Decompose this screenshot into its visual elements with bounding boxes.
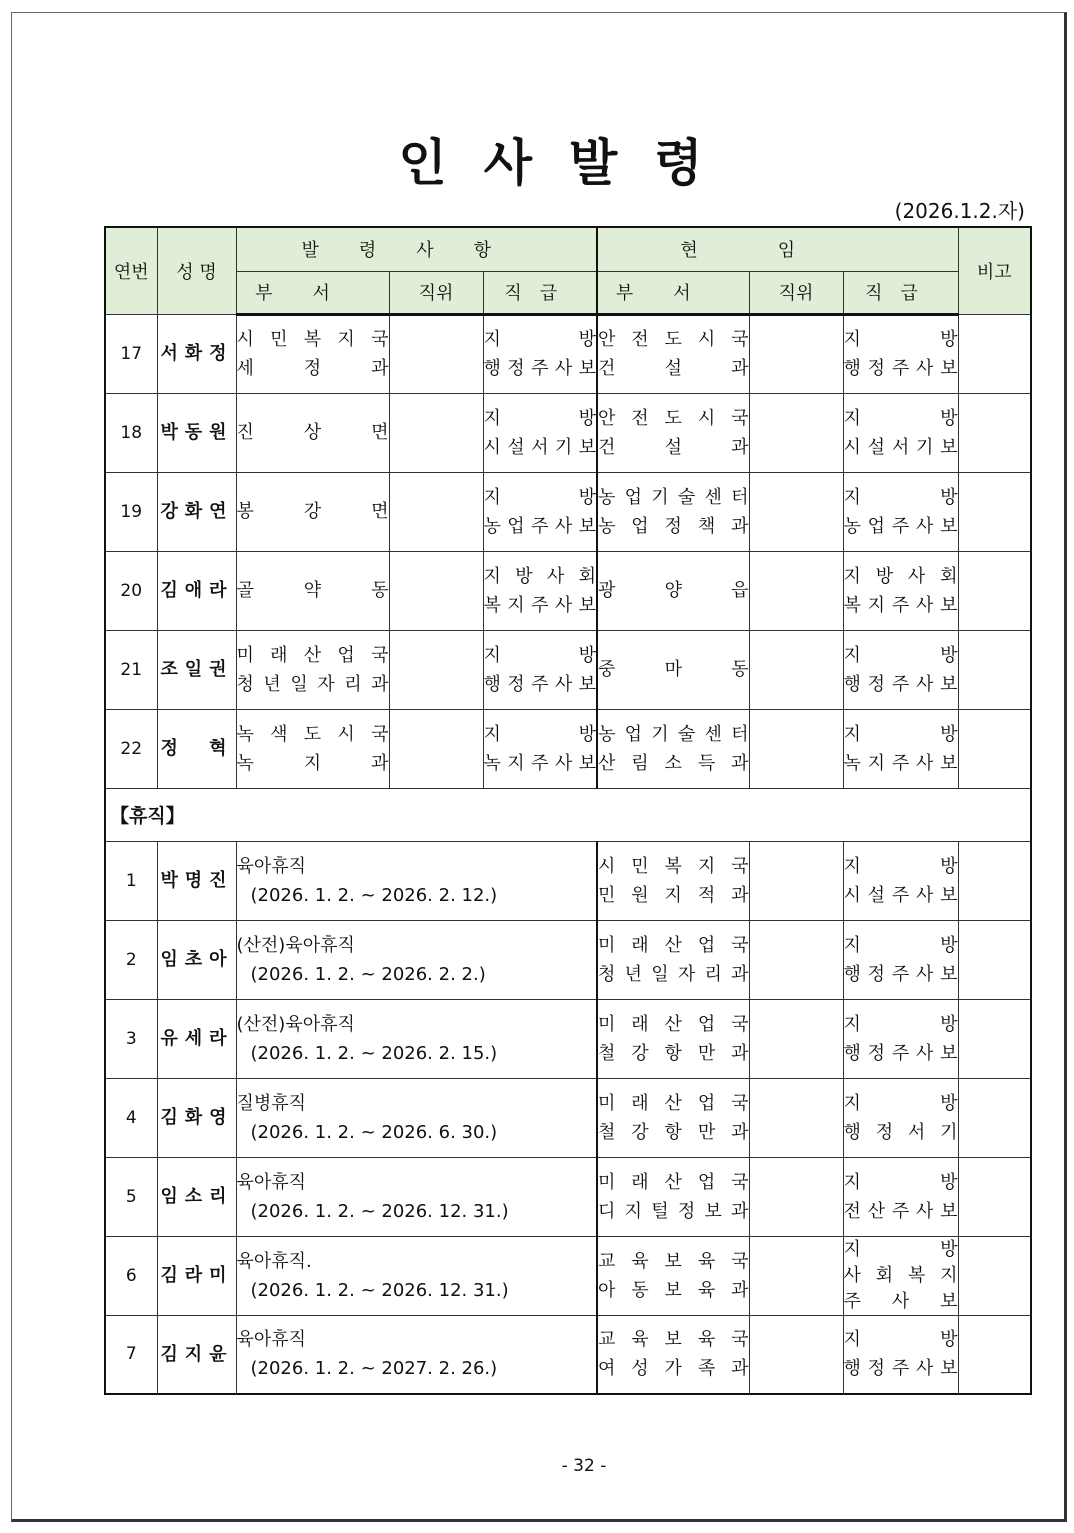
cell-line: 지 방 사 회 — [843, 565, 958, 587]
new-dept-cell — [236, 709, 389, 788]
cell-line: 시 설 주 사 보 — [843, 884, 958, 906]
cell-line: 시 설 서 기 보 — [843, 436, 958, 458]
cell-line: 사 회 복 지 — [843, 1264, 958, 1286]
remarks-cell — [958, 841, 1031, 920]
cell-line: 행 정 주 사 보 — [843, 963, 958, 985]
header-new-grade: 직급 — [483, 271, 597, 314]
cell-line: 시 설 서 기 보 — [483, 436, 597, 458]
cur-grade-cell — [843, 1315, 958, 1394]
cell-line: 지 방 — [843, 329, 958, 350]
cur-grade-cell — [843, 1157, 958, 1236]
table-row — [105, 630, 1031, 709]
cell-line: 안 전 도 시 국 — [598, 407, 749, 429]
header-name: 성 명 — [157, 227, 236, 314]
table-row — [105, 1236, 1031, 1315]
new-dept-cell — [236, 630, 389, 709]
cell-line: 복 지 주 사 보 — [843, 594, 958, 616]
new-position-cell — [389, 630, 483, 709]
cell-line: 지 방 — [843, 486, 958, 508]
row-name: 김 화 영 — [157, 1078, 236, 1157]
leave-detail-cell — [236, 1078, 597, 1157]
leave-detail-cell — [236, 999, 597, 1078]
cell-line: 행 정 주 사 보 — [843, 1358, 958, 1380]
leave-type: 육아휴직. — [236, 1250, 312, 1272]
cell-line: 행 정 주 사 보 — [843, 1042, 958, 1064]
cur-grade-cell — [843, 551, 958, 630]
cell-line: 복 지 주 사 보 — [483, 594, 597, 616]
row-name: 정 혁 — [157, 709, 236, 788]
cell-line: 녹 지 과 — [236, 752, 389, 774]
remarks-cell — [958, 1315, 1031, 1394]
new-dept-cell — [236, 551, 389, 630]
row-name: 김 라 미 — [157, 1236, 236, 1315]
cur-dept-cell — [597, 551, 749, 630]
remarks-cell — [958, 709, 1031, 788]
cur-grade-cell — [843, 999, 958, 1078]
new-dept-cell — [236, 472, 389, 551]
cell-line: 디 지 털 정 보 과 — [598, 1200, 749, 1222]
cur-grade-cell — [843, 920, 958, 999]
header-appointment: 발령사항 — [236, 227, 597, 271]
cell-line: 주 사 보 — [843, 1290, 958, 1312]
cell-line: 행 정 주 사 보 — [843, 358, 958, 379]
cell-line: 농 업 주 사 보 — [483, 515, 597, 537]
cell-line: 행 정 주 사 보 — [483, 673, 597, 695]
table-row — [105, 393, 1031, 472]
cell-line: 청 년 일 자 리 과 — [236, 673, 389, 695]
leave-section-row — [105, 788, 1031, 841]
remarks-cell — [958, 630, 1031, 709]
cur-position-cell — [749, 551, 843, 630]
cell-line: 농 업 정 책 과 — [598, 515, 749, 537]
row-seq: 19 — [105, 472, 157, 551]
cur-dept-cell — [597, 1157, 749, 1236]
cell-line: 중 마 동 — [598, 659, 749, 680]
new-dept-cell — [236, 314, 389, 393]
table-row — [105, 314, 1031, 393]
row-name: 박 명 진 — [157, 841, 236, 920]
leave-detail-cell — [236, 1315, 597, 1394]
cell-line: 청 년 일 자 리 과 — [598, 963, 749, 985]
new-position-cell — [389, 314, 483, 393]
header-new-dept: 부서 — [236, 271, 389, 314]
row-seq: 20 — [105, 551, 157, 630]
new-grade-cell — [483, 393, 597, 472]
appointment-date: (2026.1.2.자) — [894, 199, 1025, 223]
cell-line: 농 업 기 술 센 터 — [598, 486, 749, 508]
header-cur-position: 직위 — [749, 271, 843, 314]
row-seq: 7 — [105, 1315, 157, 1394]
table-row — [105, 841, 1031, 920]
cur-dept-cell — [597, 1078, 749, 1157]
row-name: 조 일 권 — [157, 630, 236, 709]
cur-dept-cell — [597, 472, 749, 551]
cur-position-cell — [749, 472, 843, 551]
leave-detail-cell — [236, 920, 597, 999]
row-name: 강 화 연 — [157, 472, 236, 551]
cell-line: 행 정 서 기 — [843, 1121, 958, 1143]
cur-position-cell — [749, 1236, 843, 1315]
cur-position-cell — [749, 1078, 843, 1157]
cur-grade-cell — [843, 1078, 958, 1157]
new-grade-cell — [483, 630, 597, 709]
cell-line: 미 래 산 업 국 — [236, 644, 389, 666]
header-cur-grade: 직급 — [843, 271, 958, 314]
cur-dept-cell — [597, 314, 749, 393]
cell-line: 지 방 — [843, 1092, 958, 1114]
leave-detail-cell — [236, 841, 597, 920]
row-seq: 2 — [105, 920, 157, 999]
header-seq: 연번 — [105, 227, 157, 314]
new-grade-cell — [483, 314, 597, 393]
table-row — [105, 551, 1031, 630]
table-row — [105, 709, 1031, 788]
new-grade-cell — [483, 472, 597, 551]
cur-dept-cell — [597, 393, 749, 472]
cell-line: 지 방 — [843, 855, 958, 877]
cell-line: 지 방 — [483, 407, 597, 429]
cell-line: 시 민 복 지 국 — [236, 329, 389, 350]
row-name: 유 세 라 — [157, 999, 236, 1078]
cell-line: 지 방 — [843, 723, 958, 745]
leave-type: 질병휴직 — [236, 1092, 307, 1114]
cur-position-cell — [749, 920, 843, 999]
page-number: - 32 - — [561, 1456, 607, 1476]
cell-line: 시 민 복 지 국 — [598, 855, 749, 877]
new-position-cell — [389, 709, 483, 788]
cell-line: 농 업 기 술 센 터 — [598, 723, 749, 745]
cell-line: 지 방 — [843, 1171, 958, 1193]
header-remarks: 비고 — [958, 227, 1031, 314]
cur-position-cell — [749, 393, 843, 472]
cell-line: 민 원 지 적 과 — [598, 884, 749, 906]
cur-position-cell — [749, 709, 843, 788]
cell-line: 세 정 과 — [236, 358, 389, 379]
row-name: 임 초 아 — [157, 920, 236, 999]
row-seq: 17 — [105, 314, 157, 393]
table-row — [105, 1315, 1031, 1394]
cell-line: 건 설 과 — [598, 436, 749, 458]
cell-line: 여 성 가 족 과 — [598, 1358, 749, 1380]
remarks-cell — [958, 551, 1031, 630]
cell-line: 녹 지 주 사 보 — [843, 752, 958, 774]
cur-grade-cell — [843, 630, 958, 709]
cell-line: 지 방 — [483, 329, 597, 350]
leave-section-label: 【휴직】 — [105, 788, 1031, 841]
cell-line: 지 방 — [483, 486, 597, 508]
cell-line: 미 래 산 업 국 — [598, 1013, 749, 1035]
cell-line: 농 업 주 사 보 — [843, 515, 958, 537]
cell-line: 진 상 면 — [236, 422, 389, 443]
cell-line: 녹 지 주 사 보 — [483, 752, 597, 774]
header-current: 현임 — [597, 227, 958, 271]
leave-period: (2026. 1. 2. ~ 2026. 2. 12.) — [250, 884, 498, 906]
new-position-cell — [389, 551, 483, 630]
cell-line: 안 전 도 시 국 — [598, 329, 749, 350]
leave-period: (2026. 1. 2. ~ 2027. 2. 26.) — [250, 1358, 498, 1380]
cell-line: 철 강 항 만 과 — [598, 1042, 749, 1064]
new-dept-cell — [236, 393, 389, 472]
cell-line: 교 육 보 육 국 — [598, 1250, 749, 1272]
cur-grade-cell — [843, 709, 958, 788]
page-title: 인사발령 — [398, 134, 740, 192]
row-name: 임 소 리 — [157, 1157, 236, 1236]
cell-line: 골 약 동 — [236, 580, 389, 601]
cur-dept-cell — [597, 630, 749, 709]
table-row — [105, 472, 1031, 551]
cell-line: 철 강 항 만 과 — [598, 1121, 749, 1143]
cell-line: 전 산 주 사 보 — [843, 1200, 958, 1222]
cur-grade-cell — [843, 314, 958, 393]
leave-period: (2026. 1. 2. ~ 2026. 2. 15.) — [250, 1042, 498, 1064]
leave-detail-cell — [236, 1236, 597, 1315]
cur-dept-cell — [597, 1315, 749, 1394]
cur-grade-cell — [843, 1236, 958, 1315]
cell-line: 지 방 — [483, 723, 597, 745]
cur-dept-cell — [597, 841, 749, 920]
header-new-position: 직위 — [389, 271, 483, 314]
leave-type: 육아휴직 — [236, 855, 307, 877]
table-row — [105, 1157, 1031, 1236]
cur-dept-cell — [597, 999, 749, 1078]
row-seq: 22 — [105, 709, 157, 788]
remarks-cell — [958, 393, 1031, 472]
leave-period: (2026. 1. 2. ~ 2026. 12. 31.) — [250, 1279, 509, 1301]
cell-line: 지 방 — [843, 1238, 958, 1260]
leave-type: (산전)육아휴직 — [236, 934, 355, 956]
cur-position-cell — [749, 841, 843, 920]
cell-line: 아 동 보 육 과 — [598, 1279, 749, 1301]
leave-period: (2026. 1. 2. ~ 2026. 2. 2.) — [250, 963, 486, 985]
cur-dept-cell — [597, 1236, 749, 1315]
row-seq: 1 — [105, 841, 157, 920]
cell-line: 지 방 — [843, 1013, 958, 1035]
cell-line: 지 방 — [843, 644, 958, 666]
cur-position-cell — [749, 630, 843, 709]
cur-position-cell — [749, 999, 843, 1078]
leave-type: 육아휴직 — [236, 1171, 307, 1193]
cur-grade-cell — [843, 841, 958, 920]
cur-dept-cell — [597, 920, 749, 999]
table-row — [105, 1078, 1031, 1157]
cell-line: 행 정 주 사 보 — [483, 358, 597, 379]
leave-period: (2026. 1. 2. ~ 2026. 6. 30.) — [250, 1121, 498, 1143]
new-grade-cell — [483, 709, 597, 788]
row-name: 박 동 원 — [157, 393, 236, 472]
cell-line: 지 방 — [843, 934, 958, 956]
row-name: 김 애 라 — [157, 551, 236, 630]
cell-line: 미 래 산 업 국 — [598, 1092, 749, 1114]
cell-line: 지 방 — [843, 1329, 958, 1351]
row-seq: 3 — [105, 999, 157, 1078]
cell-line: 지 방 — [843, 407, 958, 429]
cell-line: 지 방 사 회 — [483, 565, 596, 587]
cur-position-cell — [749, 314, 843, 393]
appointment-table — [104, 226, 1032, 1395]
remarks-cell — [958, 314, 1031, 393]
new-position-cell — [389, 393, 483, 472]
table-body — [105, 314, 1031, 1394]
cell-line: 광 양 읍 — [598, 580, 749, 601]
table-row — [105, 999, 1031, 1078]
cell-line: 교 육 보 육 국 — [598, 1329, 749, 1351]
cell-line: 지 방 — [483, 644, 597, 666]
new-position-cell — [389, 472, 483, 551]
remarks-cell — [958, 1236, 1031, 1315]
cur-position-cell — [749, 1315, 843, 1394]
row-name: 김 지 윤 — [157, 1315, 236, 1394]
cell-line: 미 래 산 업 국 — [598, 934, 749, 956]
row-seq: 6 — [105, 1236, 157, 1315]
remarks-cell — [958, 999, 1031, 1078]
row-seq: 21 — [105, 630, 157, 709]
cell-line: 행 정 주 사 보 — [843, 673, 958, 695]
row-seq: 5 — [105, 1157, 157, 1236]
leave-type: (산전)육아휴직 — [236, 1013, 355, 1035]
remarks-cell — [958, 1078, 1031, 1157]
leave-type: 육아휴직 — [236, 1329, 307, 1351]
header-cur-dept: 부서 — [597, 271, 749, 314]
cur-grade-cell — [843, 393, 958, 472]
cur-grade-cell — [843, 472, 958, 551]
table-row — [105, 920, 1031, 999]
cur-position-cell — [749, 1157, 843, 1236]
remarks-cell — [958, 472, 1031, 551]
cell-line: 봉 강 면 — [236, 501, 389, 522]
cell-line: 건 설 과 — [598, 358, 749, 379]
row-seq: 4 — [105, 1078, 157, 1157]
row-name: 서 화 정 — [157, 314, 236, 393]
cell-line: 미 래 산 업 국 — [598, 1171, 749, 1193]
cell-line: 녹 색 도 시 국 — [236, 723, 389, 745]
row-seq: 18 — [105, 393, 157, 472]
cell-line: 산 림 소 득 과 — [598, 752, 749, 774]
new-grade-cell — [483, 551, 597, 630]
remarks-cell — [958, 1157, 1031, 1236]
leave-period: (2026. 1. 2. ~ 2026. 12. 31.) — [250, 1200, 509, 1222]
leave-detail-cell — [236, 1157, 597, 1236]
remarks-cell — [958, 920, 1031, 999]
cur-dept-cell — [597, 709, 749, 788]
